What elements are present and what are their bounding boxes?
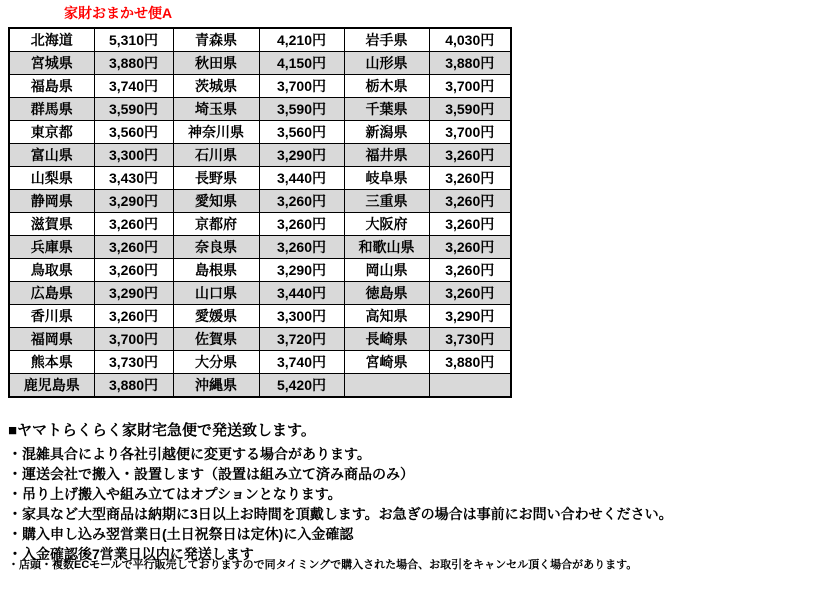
- price-cell: 3,730円: [429, 328, 511, 351]
- prefecture-cell: 熊本県: [9, 351, 94, 374]
- table-row: [9, 75, 511, 98]
- price-cell: 3,440円: [259, 167, 344, 190]
- price-cell: 3,290円: [94, 190, 173, 213]
- prefecture-cell: 山形県: [344, 52, 429, 75]
- prefecture-cell: 新潟県: [344, 121, 429, 144]
- prefecture-cell: 奈良県: [173, 236, 259, 259]
- prefecture-cell: 岩手県: [344, 28, 429, 52]
- price-cell: 3,590円: [94, 98, 173, 121]
- prefecture-cell: 滋賀県: [9, 213, 94, 236]
- price-cell: 3,700円: [94, 328, 173, 351]
- prefecture-cell: 香川県: [9, 305, 94, 328]
- price-cell: 5,310円: [94, 28, 173, 52]
- price-cell: 3,260円: [94, 236, 173, 259]
- prefecture-cell: 和歌山県: [344, 236, 429, 259]
- price-cell: 3,740円: [94, 75, 173, 98]
- price-cell: 3,590円: [429, 98, 511, 121]
- prefecture-cell: 鹿児島県: [9, 374, 94, 398]
- table-row: [9, 144, 511, 167]
- prefecture-cell: 長崎県: [344, 328, 429, 351]
- price-cell: 4,150円: [259, 52, 344, 75]
- prefecture-cell: 長野県: [173, 167, 259, 190]
- prefecture-cell: 茨城県: [173, 75, 259, 98]
- price-cell: 3,300円: [94, 144, 173, 167]
- price-cell: 3,700円: [429, 121, 511, 144]
- price-cell: 3,260円: [94, 259, 173, 282]
- prefecture-cell: 東京都: [9, 121, 94, 144]
- prefecture-cell: 青森県: [173, 28, 259, 52]
- prefecture-cell: 福岡県: [9, 328, 94, 351]
- note-line: ・購入申し込み翌営業日(土日祝祭日は定休)に入金確認: [8, 526, 354, 542]
- prefecture-cell: 沖縄県: [173, 374, 259, 398]
- price-cell: 3,880円: [429, 351, 511, 374]
- price-cell: 3,300円: [259, 305, 344, 328]
- price-cell: 3,260円: [259, 190, 344, 213]
- prefecture-cell: 京都府: [173, 213, 259, 236]
- notes-bullets: [8, 444, 673, 564]
- price-cell: 3,260円: [429, 167, 511, 190]
- table-row: [9, 305, 511, 328]
- price-cell: 3,290円: [259, 144, 344, 167]
- prefecture-cell: 大分県: [173, 351, 259, 374]
- table-row: [9, 259, 511, 282]
- price-cell: 4,030円: [429, 28, 511, 52]
- price-cell: 3,260円: [94, 213, 173, 236]
- prefecture-cell: 大阪府: [344, 213, 429, 236]
- price-cell: 3,740円: [259, 351, 344, 374]
- table-row: [9, 121, 511, 144]
- prefecture-cell: 愛知県: [173, 190, 259, 213]
- price-cell: [429, 374, 511, 398]
- prefecture-cell: 三重県: [344, 190, 429, 213]
- price-cell: 3,290円: [94, 282, 173, 305]
- prefecture-cell: 秋田県: [173, 52, 259, 75]
- price-cell: 4,210円: [259, 28, 344, 52]
- price-cell: 3,560円: [259, 121, 344, 144]
- prefecture-cell: 鳥取県: [9, 259, 94, 282]
- price-cell: 3,290円: [429, 305, 511, 328]
- price-cell: 3,260円: [429, 236, 511, 259]
- price-cell: 5,420円: [259, 374, 344, 398]
- prefecture-cell: 福井県: [344, 144, 429, 167]
- price-cell: 3,700円: [259, 75, 344, 98]
- table-row: [9, 328, 511, 351]
- price-cell: 3,260円: [429, 259, 511, 282]
- table-title: 家財おまかせ便A: [64, 5, 173, 21]
- shipping-fee-table: [8, 27, 512, 398]
- price-cell: 3,260円: [94, 305, 173, 328]
- note-line: ・混雑具合により各社引越便に変更する場合があります。: [8, 446, 371, 462]
- table-row: [9, 213, 511, 236]
- price-cell: 3,700円: [429, 75, 511, 98]
- prefecture-cell: 佐賀県: [173, 328, 259, 351]
- notes-heading: ■ヤマトらくらく家財宅急便で発送致します。: [8, 422, 316, 439]
- note-line: ・吊り上げ搬入や組み立てはオプションとなります。: [8, 486, 342, 502]
- prefecture-cell: 宮城県: [9, 52, 94, 75]
- table-row: [9, 374, 511, 398]
- table-row: [9, 28, 511, 52]
- notes-footnote: ・店頭・複数ECモールで平行販売しておりますので同タイミングで購入された場合、お取引をキャンセル頂く場合があります。: [8, 559, 638, 571]
- prefecture-cell: 静岡県: [9, 190, 94, 213]
- prefecture-cell: 北海道: [9, 28, 94, 52]
- note-line: ・家具など大型商品は納期に3日以上お時間を頂戴します。お急ぎの場合は事前にお問い合わせください。: [8, 506, 673, 522]
- prefecture-cell: 高知県: [344, 305, 429, 328]
- price-cell: 3,730円: [94, 351, 173, 374]
- prefecture-cell: [344, 374, 429, 398]
- table-row: [9, 236, 511, 259]
- prefecture-cell: 千葉県: [344, 98, 429, 121]
- price-cell: 3,260円: [259, 213, 344, 236]
- prefecture-cell: 岐阜県: [344, 167, 429, 190]
- prefecture-cell: 愛媛県: [173, 305, 259, 328]
- price-cell: 3,880円: [94, 374, 173, 398]
- prefecture-cell: 栃木県: [344, 75, 429, 98]
- prefecture-cell: 宮崎県: [344, 351, 429, 374]
- prefecture-cell: 富山県: [9, 144, 94, 167]
- price-cell: 3,260円: [429, 282, 511, 305]
- prefecture-cell: 島根県: [173, 259, 259, 282]
- prefecture-cell: 徳島県: [344, 282, 429, 305]
- table-row: [9, 52, 511, 75]
- note-line: ・運送会社で搬入・設置します（設置は組み立て済み商品のみ）: [8, 466, 414, 482]
- prefecture-cell: 広島県: [9, 282, 94, 305]
- price-cell: 3,440円: [259, 282, 344, 305]
- table-row: [9, 167, 511, 190]
- prefecture-cell: 神奈川県: [173, 121, 259, 144]
- price-cell: 3,880円: [94, 52, 173, 75]
- prefecture-cell: 群馬県: [9, 98, 94, 121]
- prefecture-cell: 福島県: [9, 75, 94, 98]
- table-row: [9, 190, 511, 213]
- price-cell: 3,260円: [429, 144, 511, 167]
- price-cell: 3,430円: [94, 167, 173, 190]
- price-cell: 3,260円: [429, 190, 511, 213]
- prefecture-cell: 山口県: [173, 282, 259, 305]
- prefecture-cell: 岡山県: [344, 259, 429, 282]
- table-row: [9, 98, 511, 121]
- prefecture-cell: 埼玉県: [173, 98, 259, 121]
- price-cell: 3,590円: [259, 98, 344, 121]
- prefecture-cell: 山梨県: [9, 167, 94, 190]
- price-cell: 3,290円: [259, 259, 344, 282]
- price-cell: 3,720円: [259, 328, 344, 351]
- table-row: [9, 282, 511, 305]
- price-cell: 3,260円: [429, 213, 511, 236]
- prefecture-cell: 兵庫県: [9, 236, 94, 259]
- price-cell: 3,560円: [94, 121, 173, 144]
- price-cell: 3,880円: [429, 52, 511, 75]
- table-row: [9, 351, 511, 374]
- note-line: ・入金確認後7営業日以内に発送します: [8, 546, 254, 562]
- prefecture-cell: 石川県: [173, 144, 259, 167]
- price-cell: 3,260円: [259, 236, 344, 259]
